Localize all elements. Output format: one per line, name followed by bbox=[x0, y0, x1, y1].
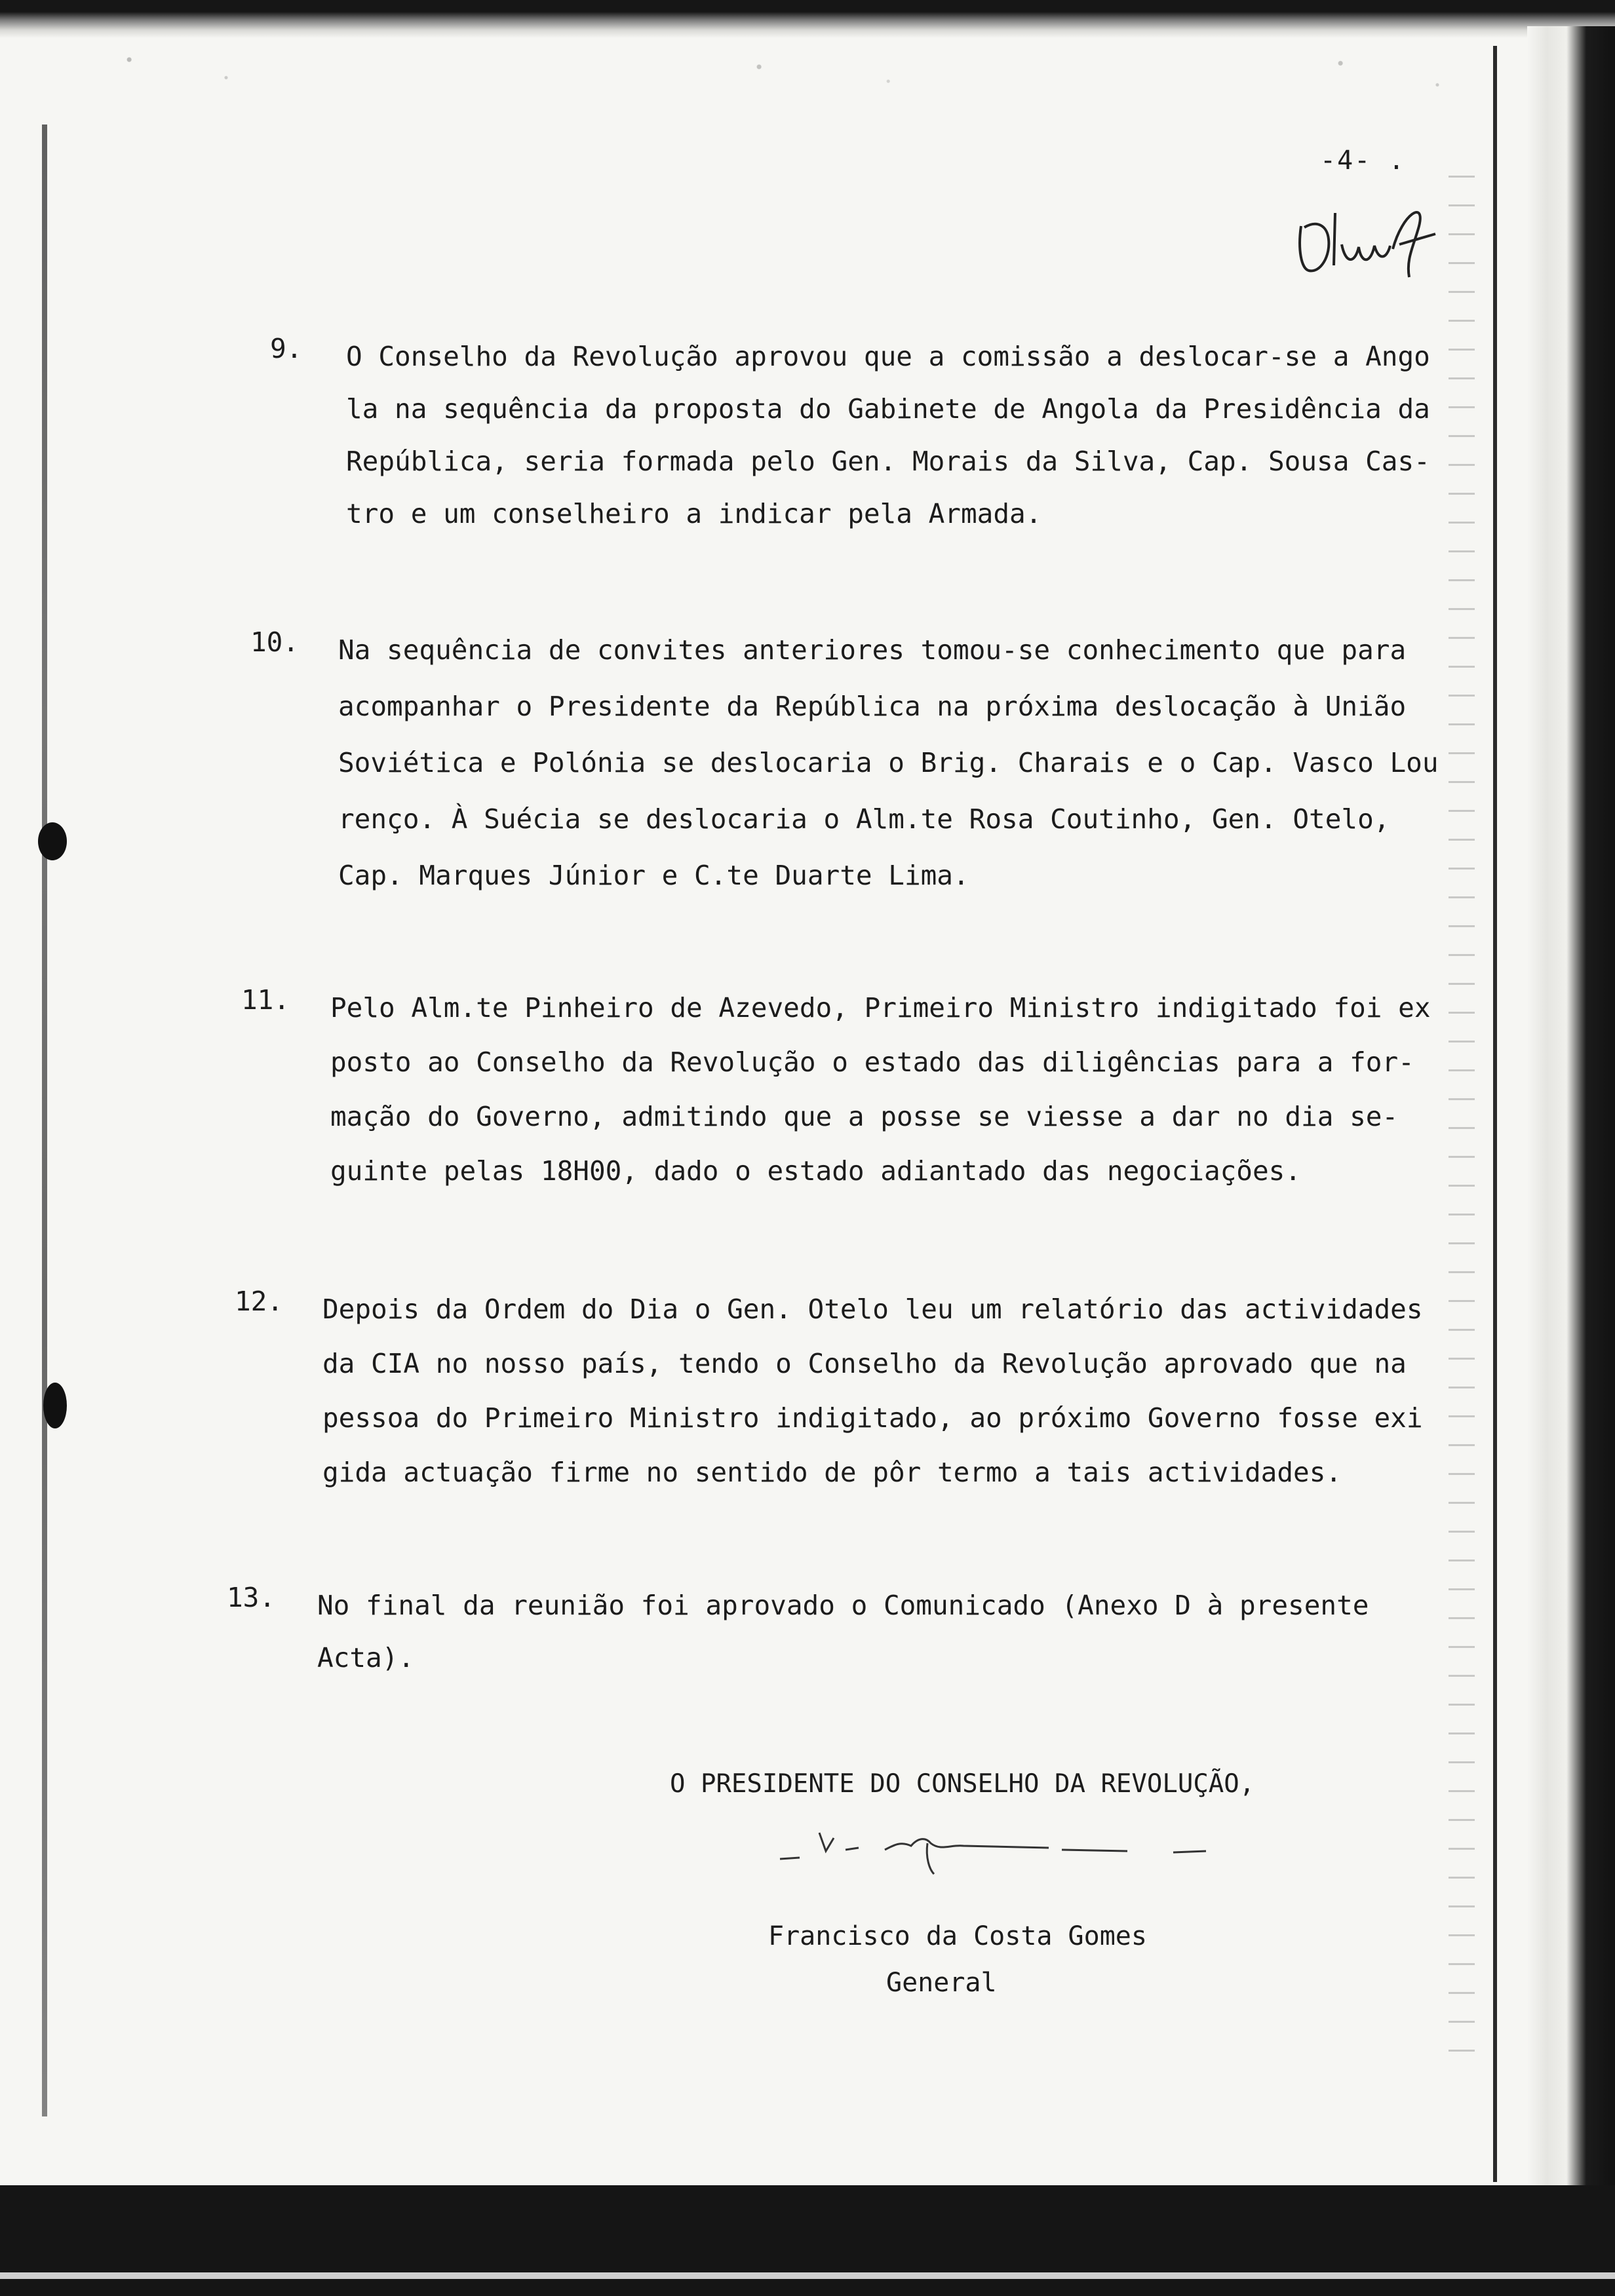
signatory-name: Francisco da Costa Gomes bbox=[768, 1921, 1147, 1951]
item-line: Na sequência de convites anteriores tomou-se conhecimento que para bbox=[338, 634, 1407, 666]
item-line: O Conselho da Revolução aprovou que a comissão a deslocar-se a Ango bbox=[346, 341, 1430, 372]
item-line: República, seria formada pelo Gen. Morais da Silva, Cap. Sousa Cas- bbox=[346, 446, 1430, 477]
item-number: 13. bbox=[227, 1582, 276, 1613]
item-line: posto ao Conselho da Revolução o estado das diligências para a for- bbox=[330, 1046, 1414, 1078]
scan-speckle bbox=[0, 38, 1615, 110]
item-line: Depois da Ordem do Dia o Gen. Otelo leu um relatório das actividades bbox=[322, 1293, 1423, 1325]
signature-title: O PRESIDENTE DO CONSELHO DA REVOLUÇÃO, bbox=[670, 1769, 1255, 1799]
item-line: Cap. Marques Júnior e C.te Duarte Lima. bbox=[338, 860, 969, 891]
item-number: 11. bbox=[241, 984, 290, 1016]
item-line: No final da reunião foi aprovado o Comunicado (Anexo D à presente bbox=[317, 1590, 1369, 1621]
handwritten-signature bbox=[754, 1812, 1226, 1884]
item-line: la na sequência da proposta do Gabinete de Angola da Presidência da bbox=[346, 393, 1430, 425]
handwritten-initials bbox=[1294, 187, 1445, 278]
punch-hole-bottom bbox=[43, 1383, 67, 1428]
item-line: acompanhar o Presidente da República na próxima deslocação à União bbox=[338, 691, 1407, 722]
item-line: gida actuação firme no sentido de pôr termo a tais actividades. bbox=[322, 1457, 1342, 1488]
scan-border-bottom bbox=[0, 2185, 1615, 2296]
item-line: Acta). bbox=[317, 1642, 415, 1674]
item-line: Soviética e Polónia se deslocaria o Brig. Charais e o Cap. Vasco Lou bbox=[338, 747, 1439, 778]
item-line: tro e um conselheiro a indicar pela Armada. bbox=[346, 498, 1042, 529]
item-line: guinte pelas 18H00, dado o estado adiantado das negociações. bbox=[330, 1155, 1302, 1187]
item-line: Pelo Alm.te Pinheiro de Azevedo, Primeiro Ministro indigitado foi ex bbox=[330, 992, 1431, 1024]
scan-border-left bbox=[42, 124, 47, 2116]
item-number: 12. bbox=[235, 1286, 284, 1317]
scan-streak-bottom bbox=[0, 2272, 1615, 2279]
scan-border-top bbox=[0, 0, 1615, 38]
scan-line-right bbox=[1493, 46, 1497, 2182]
item-number: 10. bbox=[250, 626, 300, 658]
page-number: -4- . bbox=[1320, 145, 1406, 176]
scan-noise-right bbox=[1449, 164, 1475, 2064]
punch-hole-top bbox=[38, 822, 67, 860]
item-line: da CIA no nosso país, tendo o Conselho da Revolução aprovado que na bbox=[322, 1348, 1407, 1379]
item-line: renço. À Suécia se deslocaria o Alm.te Rosa Coutinho, Gen. Otelo, bbox=[338, 803, 1390, 835]
scan-border-right bbox=[1527, 26, 1615, 2189]
signatory-rank: General bbox=[886, 1968, 997, 1998]
item-line: mação do Governo, admitindo que a posse se viesse a dar no dia se- bbox=[330, 1101, 1399, 1132]
item-line: pessoa do Primeiro Ministro indigitado, ao próximo Governo fosse exi bbox=[322, 1402, 1423, 1434]
item-number: 9. bbox=[270, 333, 303, 364]
